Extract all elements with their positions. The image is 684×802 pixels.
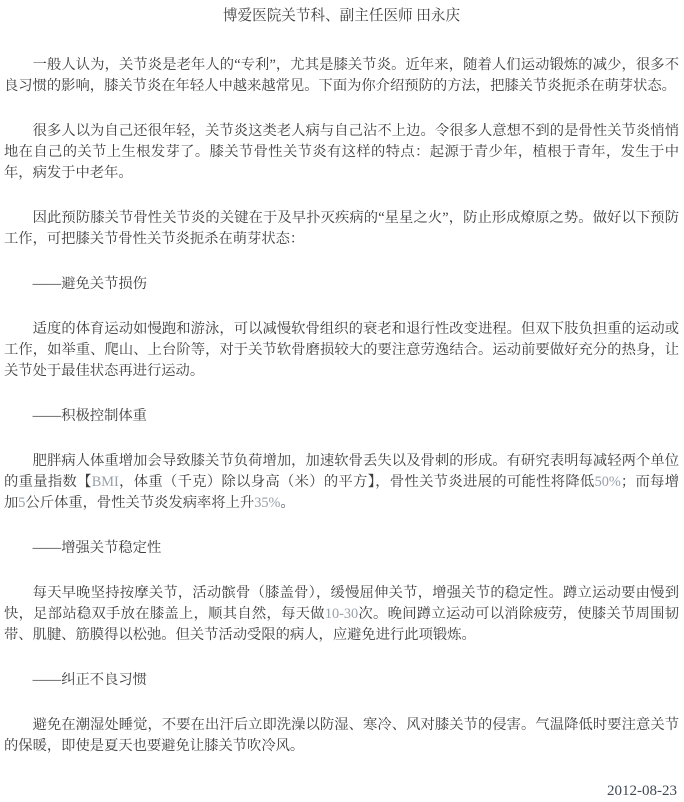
text-run-latin-10-30: 10-30 [324, 606, 359, 622]
paragraph-damp-cold-advice: 避免在潮湿处睡觉，不要在出汗后立即洗澡以防湿、寒冷、风对膝关节的侵害。气温降低时要注意关节的保暖，即使是夏天也要避免让膝关节吹冷风。 [4, 717, 679, 754]
text-run: 每天早晚坚持按摩关节，活动髌骨（膝盖骨），缓慢屈伸关节，增强关节的稳定性。蹲立运动要由慢到快，足部站稳双手放在膝盖上，顺其自然，每天做 [4, 585, 679, 622]
paragraph-intro: 一般人认为，关节炎是老年人的“专利”，尤其是膝关节炎。近年来，随着人们运动锻炼的减少，很多不良习惯的影响，膝关节炎在年轻人中越来越常见。下面为你介绍预防的方法，把膝关节炎扼杀在萌芽状态。 [4, 57, 679, 94]
text-run: ；而每增加 [4, 474, 680, 511]
document-title: 博爱医院关节科、副主任医师 田永庆 [222, 8, 461, 24]
section-heading-correct-bad-habits: ——纠正不良习惯 [32, 672, 147, 688]
text-run-latin-5: 5 [18, 495, 26, 511]
section-heading-control-weight: ——积极控制体重 [32, 408, 147, 424]
paragraph-massage-squat [4, 583, 679, 646]
text-run: ，体重（千克）除以身高（米）的平方】，骨性关节炎进展的可能性将降低 [118, 474, 595, 490]
text-run: 。 [280, 495, 295, 511]
text-run: 肥胖病人体重增加会导致膝关节负荷增加，加速软骨丢失以及骨刺的形成。有研究表明每减轻两个单位的重量指数【 [4, 453, 679, 490]
paragraph-prevention-key: 因此预防膝关节骨性关节炎的关键在于及早扑灭疾病的“星星之火”，防止形成燎原之势。做好以下预防工作，可把膝关节骨性关节炎扼杀在萌芽状态： [4, 210, 679, 247]
section-heading-avoid-joint-injury: ——避免关节损伤 [32, 276, 147, 292]
date-stamp: 2012-08-23 [607, 783, 677, 799]
text-run-latin-percent-35: 35% [254, 495, 281, 511]
text-run-latin-bmi: BMI [91, 474, 119, 490]
section-heading-joint-stability: ——增强关节稳定性 [32, 540, 162, 556]
paragraph-exercise-advice: 适度的体育运动如慢跑和游泳，可以减慢软骨组织的衰老和退行性改变进程。但双下肢负担重的运动或工作，如举重、爬山、上台阶等，对于关节软骨磨损较大的要注意劳逸结合。运动前要做好充分的热身，让关节处于最佳状态再进行运动。 [4, 321, 679, 379]
text-run: 公斤体重，骨性关节炎发病率将上升 [25, 495, 255, 511]
text-run: 次。晚间蹲立运动可以消除疲劳，使膝关节周围韧带、肌腱、筋膜得以松弛。但关节活动受限的病人，应避免进行此项锻炼。 [4, 606, 680, 643]
paragraph-weight-bmi [4, 451, 679, 514]
paragraph-young-people: 很多人以为自己还很年轻，关节炎这类老人病与自己沾不上边。令很多人意想不到的是骨性关节炎悄悄地在自己的关节上生根发芽了。膝关节骨性关节炎有这样的特点：起源于青少年，植根于青年，发生于中年，病发于中老年。 [4, 123, 679, 181]
text-run-latin-percent-50: 50% [594, 474, 621, 490]
